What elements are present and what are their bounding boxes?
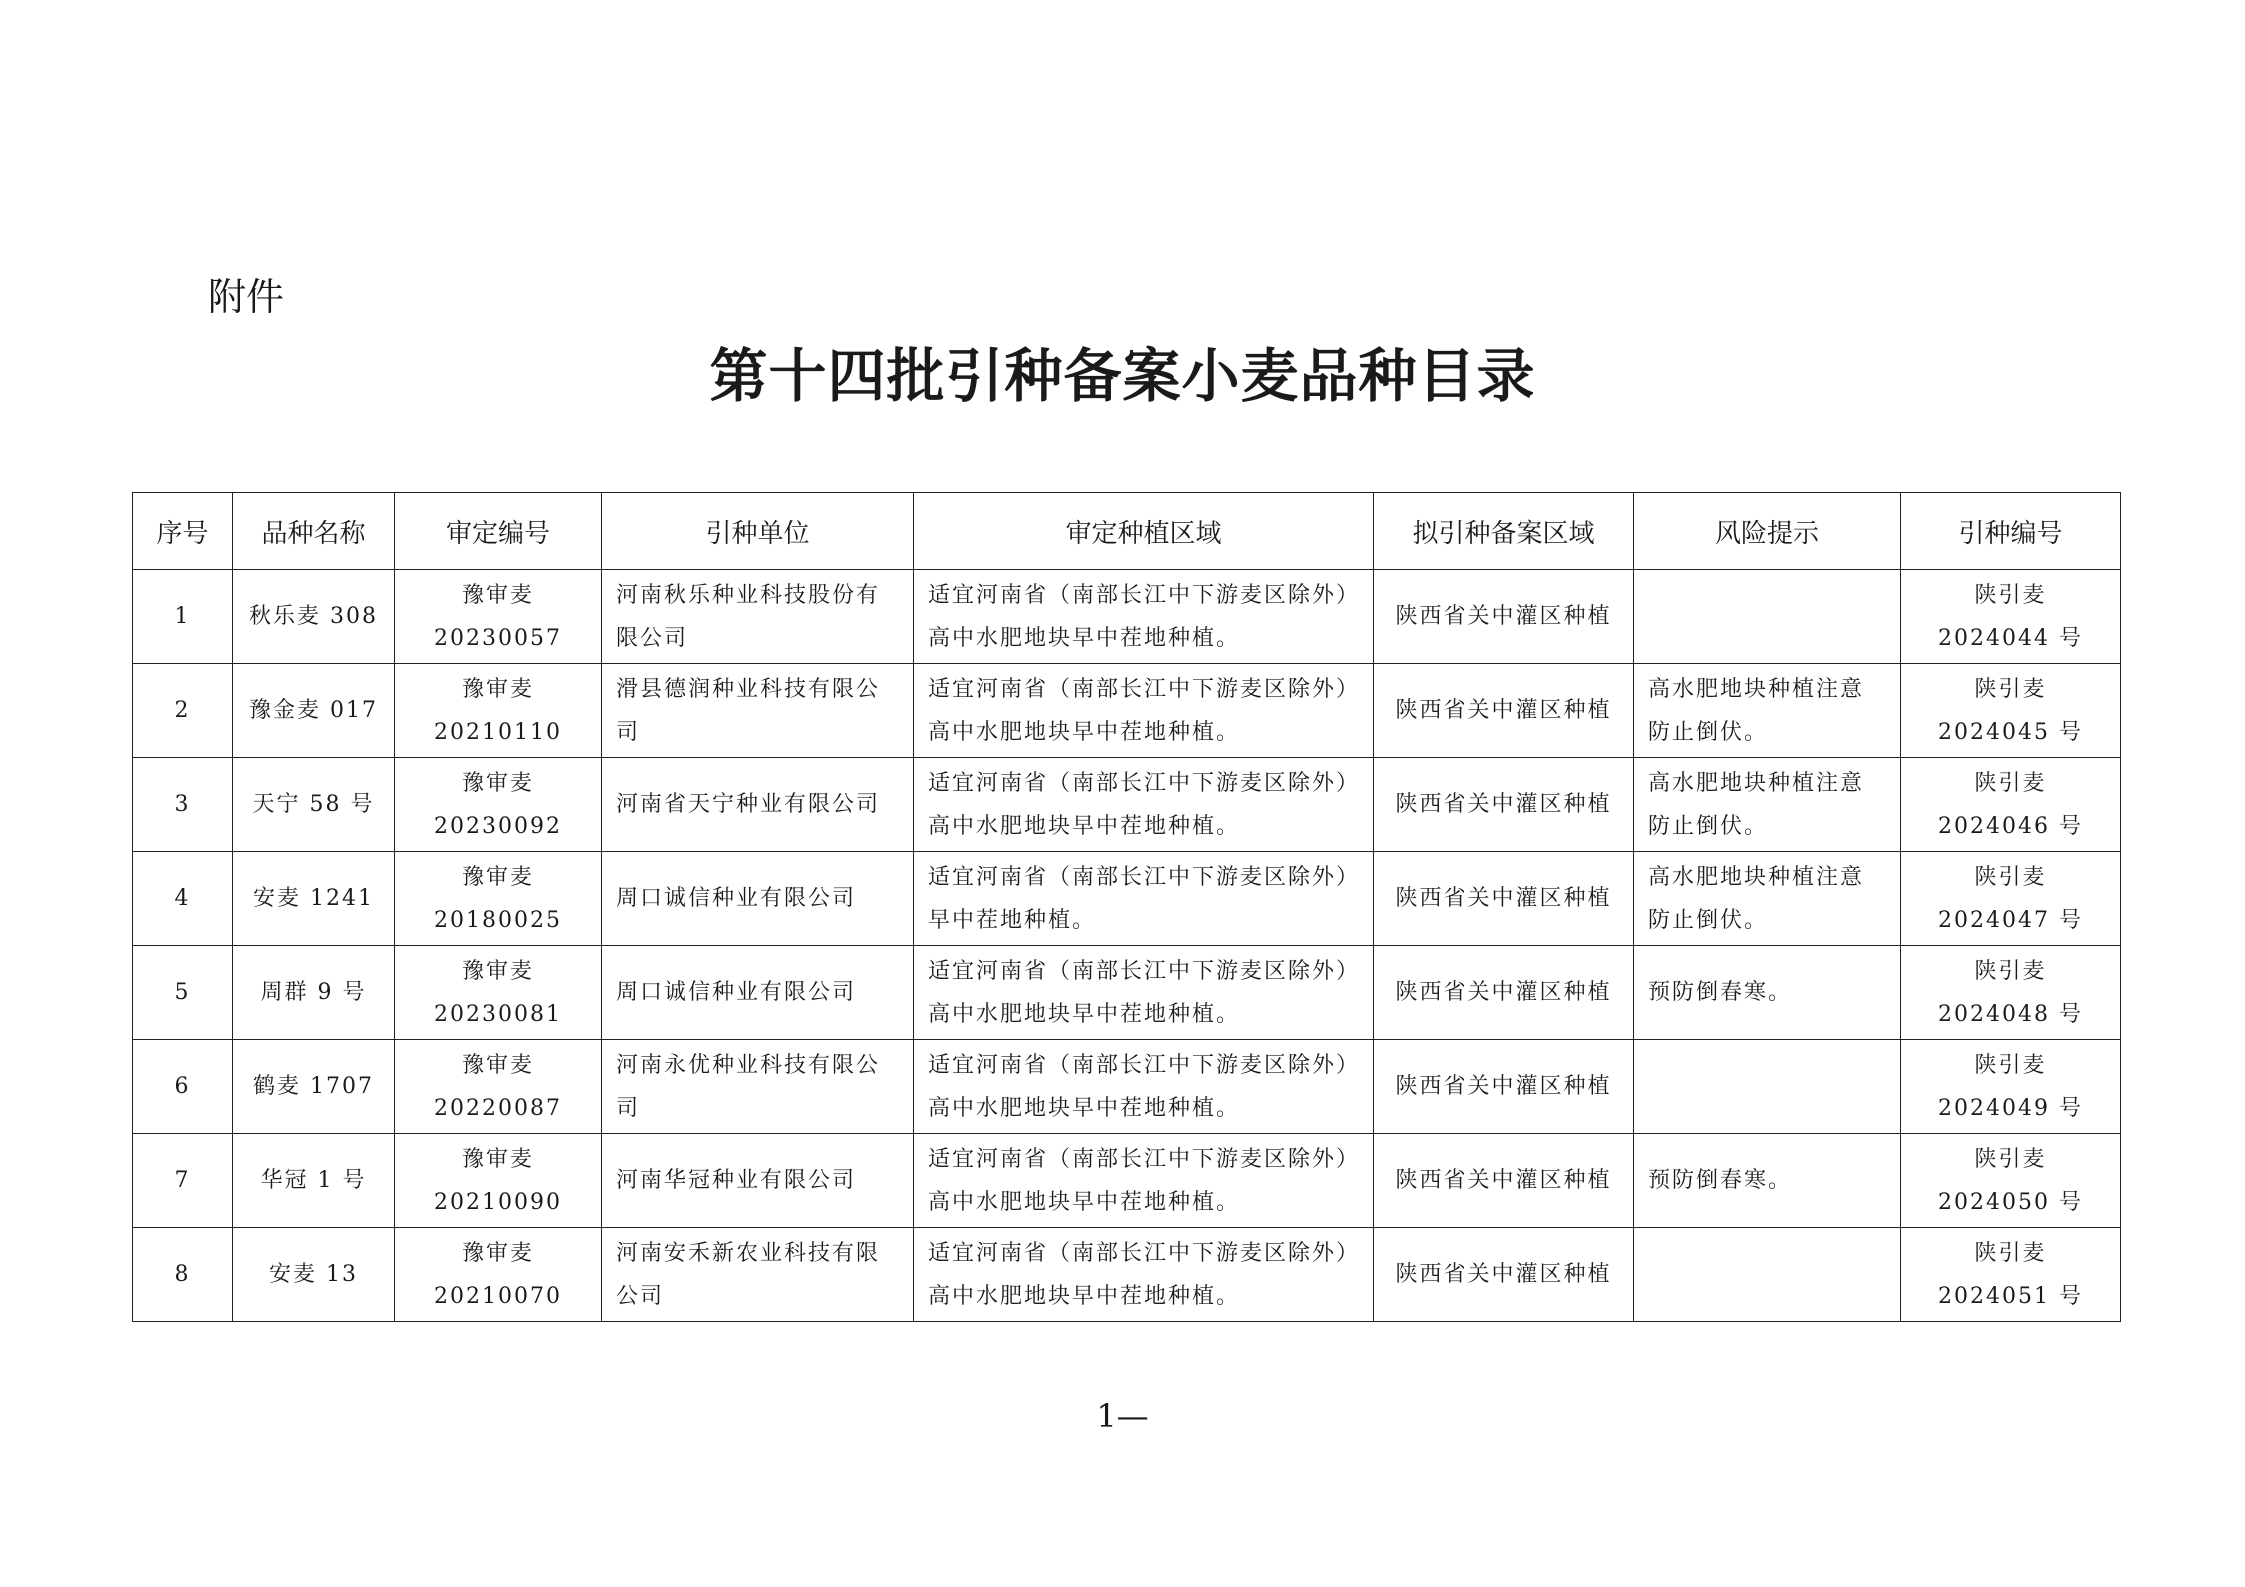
cell-index: 2 — [133, 664, 233, 758]
cell-introducing-unit: 周口诚信种业有限公司 — [602, 946, 914, 1040]
cell-introduction-number: 陕引麦 2024044 号 — [1901, 570, 2121, 664]
cell-filing-region: 陕西省关中灌区种植 — [1374, 570, 1634, 664]
cell-variety-name: 秋乐麦 308 — [233, 570, 395, 664]
cell-variety-name: 天宁 58 号 — [233, 758, 395, 852]
table-row — [133, 1040, 2121, 1134]
cell-filing-region: 陕西省关中灌区种植 — [1374, 1228, 1634, 1322]
cell-filing-region: 陕西省关中灌区种植 — [1374, 1134, 1634, 1228]
wheat-variety-table — [132, 492, 2121, 1322]
cell-introduction-number: 陕引麦 2024048 号 — [1901, 946, 2121, 1040]
cell-filing-region: 陕西省关中灌区种植 — [1374, 758, 1634, 852]
table-row — [133, 758, 2121, 852]
cell-risk-notice — [1634, 1040, 1901, 1134]
cell-approved-region: 适宜河南省（南部长江中下游麦区除外）高中水肥地块早中茬地种植。 — [914, 664, 1374, 758]
table-row — [133, 852, 2121, 946]
cell-approved-region: 适宜河南省（南部长江中下游麦区除外）高中水肥地块早中茬地种植。 — [914, 758, 1374, 852]
column-header-risk-notice: 风险提示 — [1634, 493, 1901, 570]
cell-filing-region: 陕西省关中灌区种植 — [1374, 1040, 1634, 1134]
column-header-index: 序号 — [133, 493, 233, 570]
column-header-approved-region: 审定种植区域 — [914, 493, 1374, 570]
attachment-label: 附件 — [208, 275, 285, 319]
cell-introducing-unit: 河南安禾新农业科技有限公司 — [602, 1228, 914, 1322]
cell-introducing-unit: 河南永优种业科技有限公司 — [602, 1040, 914, 1134]
page-number: 1— — [1096, 1397, 1149, 1435]
table-row — [133, 946, 2121, 1040]
cell-introducing-unit: 滑县德润种业科技有限公司 — [602, 664, 914, 758]
table-row — [133, 570, 2121, 664]
document-title: 第十四批引种备案小麦品种目录 — [709, 342, 1536, 410]
cell-introduction-number: 陕引麦 2024047 号 — [1901, 852, 2121, 946]
cell-filing-region: 陕西省关中灌区种植 — [1374, 852, 1634, 946]
cell-introduction-number: 陕引麦 2024046 号 — [1901, 758, 2121, 852]
column-header-introducing-unit: 引种单位 — [602, 493, 914, 570]
cell-risk-notice — [1634, 570, 1901, 664]
cell-approval-number: 豫审麦 20220087 — [395, 1040, 602, 1134]
cell-approval-number: 豫审麦 20210110 — [395, 664, 602, 758]
cell-introducing-unit: 周口诚信种业有限公司 — [602, 852, 914, 946]
cell-index: 5 — [133, 946, 233, 1040]
cell-risk-notice: 高水肥地块种植注意防止倒伏。 — [1634, 852, 1901, 946]
cell-risk-notice: 预防倒春寒。 — [1634, 946, 1901, 1040]
cell-approval-number: 豫审麦 20230092 — [395, 758, 602, 852]
cell-introducing-unit: 河南省天宁种业有限公司 — [602, 758, 914, 852]
cell-variety-name: 华冠 1 号 — [233, 1134, 395, 1228]
cell-risk-notice — [1634, 1228, 1901, 1322]
cell-risk-notice: 高水肥地块种植注意防止倒伏。 — [1634, 758, 1901, 852]
cell-introducing-unit: 河南秋乐种业科技股份有限公司 — [602, 570, 914, 664]
column-header-approval-number: 审定编号 — [395, 493, 602, 570]
table-header-row — [133, 493, 2121, 570]
cell-approval-number: 豫审麦 20210090 — [395, 1134, 602, 1228]
cell-approval-number: 豫审麦 20230057 — [395, 570, 602, 664]
table-row — [133, 664, 2121, 758]
cell-index: 8 — [133, 1228, 233, 1322]
cell-index: 1 — [133, 570, 233, 664]
cell-introducing-unit: 河南华冠种业有限公司 — [602, 1134, 914, 1228]
cell-introduction-number: 陕引麦 2024051 号 — [1901, 1228, 2121, 1322]
cell-variety-name: 安麦 1241 — [233, 852, 395, 946]
cell-index: 7 — [133, 1134, 233, 1228]
column-header-filing-region: 拟引种备案区域 — [1374, 493, 1634, 570]
cell-approved-region: 适宜河南省（南部长江中下游麦区除外）高中水肥地块早中茬地种植。 — [914, 946, 1374, 1040]
column-header-introduction-number: 引种编号 — [1901, 493, 2121, 570]
cell-variety-name: 安麦 13 — [233, 1228, 395, 1322]
cell-index: 3 — [133, 758, 233, 852]
cell-approval-number: 豫审麦 20230081 — [395, 946, 602, 1040]
cell-approval-number: 豫审麦 20210070 — [395, 1228, 602, 1322]
cell-variety-name: 豫金麦 017 — [233, 664, 395, 758]
cell-approved-region: 适宜河南省（南部长江中下游麦区除外）高中水肥地块早中茬地种植。 — [914, 1134, 1374, 1228]
table-row — [133, 1134, 2121, 1228]
cell-variety-name: 周群 9 号 — [233, 946, 395, 1040]
cell-approved-region: 适宜河南省（南部长江中下游麦区除外）高中水肥地块早中茬地种植。 — [914, 570, 1374, 664]
cell-introduction-number: 陕引麦 2024045 号 — [1901, 664, 2121, 758]
cell-approved-region: 适宜河南省（南部长江中下游麦区除外）高中水肥地块早中茬地种植。 — [914, 1040, 1374, 1134]
cell-approval-number: 豫审麦 20180025 — [395, 852, 602, 946]
cell-risk-notice: 高水肥地块种植注意防止倒伏。 — [1634, 664, 1901, 758]
cell-approved-region: 适宜河南省（南部长江中下游麦区除外）高中水肥地块早中茬地种植。 — [914, 1228, 1374, 1322]
table-row — [133, 1228, 2121, 1322]
cell-filing-region: 陕西省关中灌区种植 — [1374, 946, 1634, 1040]
cell-index: 4 — [133, 852, 233, 946]
column-header-variety-name: 品种名称 — [233, 493, 395, 570]
cell-index: 6 — [133, 1040, 233, 1134]
cell-introduction-number: 陕引麦 2024050 号 — [1901, 1134, 2121, 1228]
cell-variety-name: 鹤麦 1707 — [233, 1040, 395, 1134]
cell-introduction-number: 陕引麦 2024049 号 — [1901, 1040, 2121, 1134]
cell-risk-notice: 预防倒春寒。 — [1634, 1134, 1901, 1228]
cell-filing-region: 陕西省关中灌区种植 — [1374, 664, 1634, 758]
cell-approved-region: 适宜河南省（南部长江中下游麦区除外）早中茬地种植。 — [914, 852, 1374, 946]
